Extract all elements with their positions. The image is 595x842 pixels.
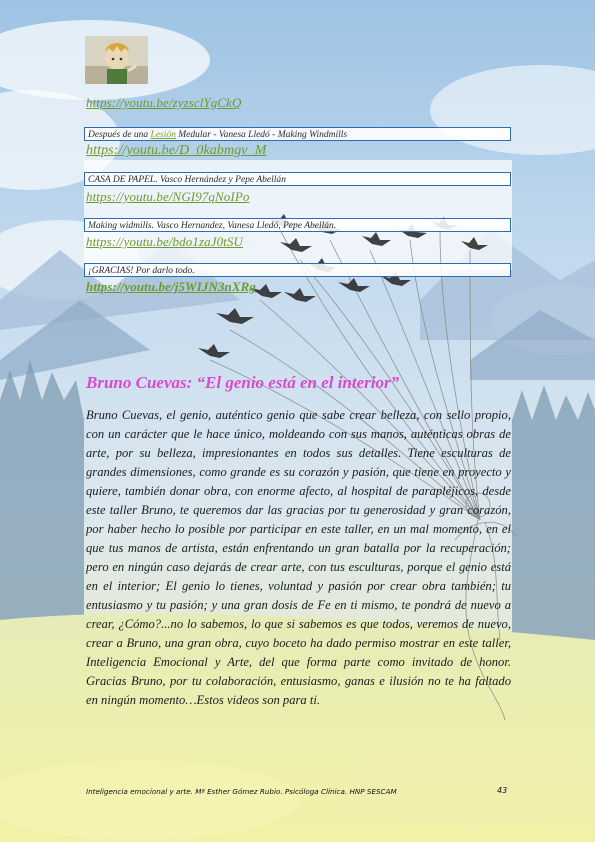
- video-caption-4: ¡GRACIAS! Por darlo todo.: [84, 263, 511, 277]
- video-caption-1: [84, 127, 511, 141]
- youtube-link-3[interactable]: https://youtu.be/NGI97qNoIPo: [86, 189, 250, 204]
- caption-text: Medular - Vanesa Lledó - Making Windmills: [175, 130, 348, 140]
- video-caption-2: CASA DE PAPEL. Vasco Hernández y Pepe Abellán: [84, 172, 511, 186]
- video-caption-3: Making widmills. Vasco Hernandez, Vanesa Lledó, Pepe Abellán.: [84, 218, 511, 232]
- youtube-link-4[interactable]: https://youtu.be/bdo1zaJ0tSU: [86, 234, 243, 249]
- youtube-link-5[interactable]: https://youtu.be/j5WIJN3nXRg: [86, 279, 257, 294]
- video-thumbnail-image[interactable]: [85, 36, 148, 84]
- youtube-link-1[interactable]: https://youtu.be/zyzsclYgCkQ: [86, 95, 242, 110]
- youtube-link-2[interactable]: https://youtu.be/D_0kabmgv_M: [86, 143, 267, 158]
- page-number: 43: [497, 786, 508, 795]
- article-body: Bruno Cuevas, el genio, auténtico genio que sabe crear belleza, con sello propio, con un carácter que le hace único, moldeando con sus manos, auténticas obras de arte, por su belleza, impresionantes en todos sus detalles. Tiene esculturas de grandes dimensiones, como grande es su corazón y pasión, que tiene en proyecto y quiere, también donar obra, con enorme afecto, al hospital de parapléjicos, desde este taller Bruno, te queremos dar las gracias por tu generosidad y gran corazón, por haber hecho lo posible por participar en este taller, en un mal momento, en el que tus manos de artista, están enfrentando un gran batalla por la recuperación; pero en ningún caso dejarás de crear arte, con tus esculturas, porque el genio está en el interior; El genio lo tienes, voluntad y pasión por crear obra también; tu entusiasmo y tu pasión; y una gran dosis de Fe en ti mismo, te pondrá de nuevo a crear, ¿Cómo?...no lo sabemos, lo que si sabemos es que todos, veremos de nuevo, crear a Bruno, una gran obra, cuyo boceto ha dado permiso mostrar en este taller, Inteligencia Emocional y Arte, del que forma parte como invitado de honor. Gracias Bruno, por tu colaboración, entusiasmo, ganas e ilusión no te ha faltado en ningún momento…Estos videos son para ti.: [86, 408, 511, 707]
- caption-text: Después de una: [88, 130, 151, 140]
- little-prince-figure-icon: [85, 36, 148, 84]
- lesion-link[interactable]: Lesión: [150, 130, 176, 140]
- article-heading: Bruno Cuevas: “El genio está en el interior”: [86, 373, 400, 392]
- footer-credit: Inteligencia emocional y arte. Mª Esther Gómez Rubio. Psicóloga Clínica. HNP SESCAM: [86, 787, 397, 796]
